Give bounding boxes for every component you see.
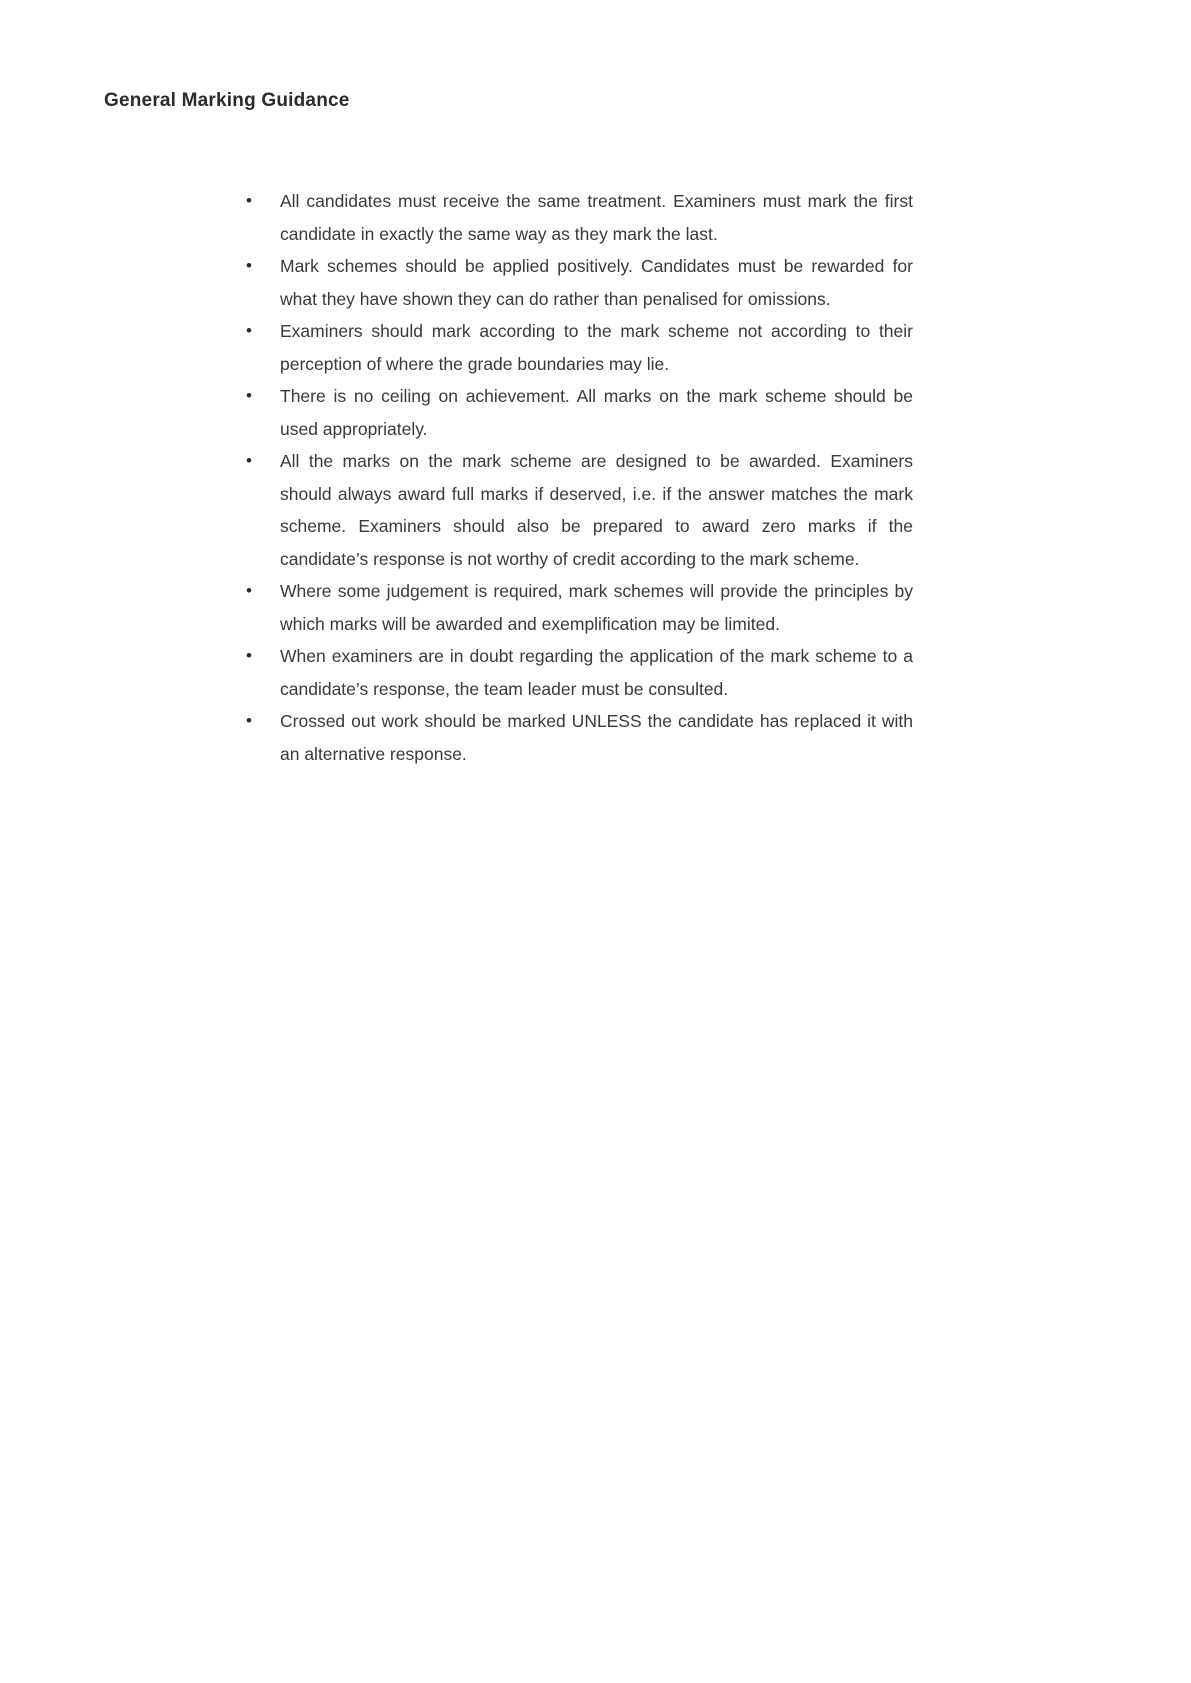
bullet-icon: • <box>246 191 252 210</box>
bullet-text: Crossed out work should be marked UNLESS the candidate has replaced it with an alternative response. <box>280 711 913 764</box>
list-item <box>243 315 915 380</box>
bullet-text: When examiners are in doubt regarding the application of the mark scheme to a candidate’s response, the team leader must be consulted. <box>280 646 913 699</box>
bullet-text: All candidates must receive the same treatment. Examiners must mark the first candidate in exactly the same way as they mark the last. <box>280 191 913 244</box>
list-item <box>243 185 915 250</box>
list-item <box>243 250 915 315</box>
list-item <box>243 640 915 705</box>
bullet-text: Where some judgement is required, mark schemes will provide the principles by which marks will be awarded and exemplification may be limited. <box>280 581 913 634</box>
list-item <box>243 705 915 770</box>
bullet-icon: • <box>246 321 252 340</box>
list-item <box>243 380 915 445</box>
bullet-text: All the marks on the mark scheme are designed to be awarded. Examiners should always award full marks if deserved, i.e. if the answer matches the mark scheme. Examiners should also be prepared to award zero marks if the candidate’s response is not worthy of credit according to the mark scheme. <box>280 451 913 569</box>
bullet-icon: • <box>246 711 252 730</box>
bullet-text: Mark schemes should be applied positively. Candidates must be rewarded for what they have shown they can do rather than penalised for omissions. <box>280 256 913 309</box>
bullet-icon: • <box>246 451 252 470</box>
list-item <box>243 575 915 640</box>
bullet-icon: • <box>246 646 252 665</box>
bullet-text: There is no ceiling on achievement. All marks on the mark scheme should be used appropriately. <box>280 386 913 439</box>
guidance-bullet-list <box>243 185 915 770</box>
bullet-text: Examiners should mark according to the mark scheme not according to their perception of where the grade boundaries may lie. <box>280 321 913 374</box>
bullet-icon: • <box>246 581 252 600</box>
bullet-icon: • <box>246 386 252 405</box>
bullet-icon: • <box>246 256 252 275</box>
list-item <box>243 445 915 575</box>
page-title: General Marking Guidance <box>104 90 350 111</box>
